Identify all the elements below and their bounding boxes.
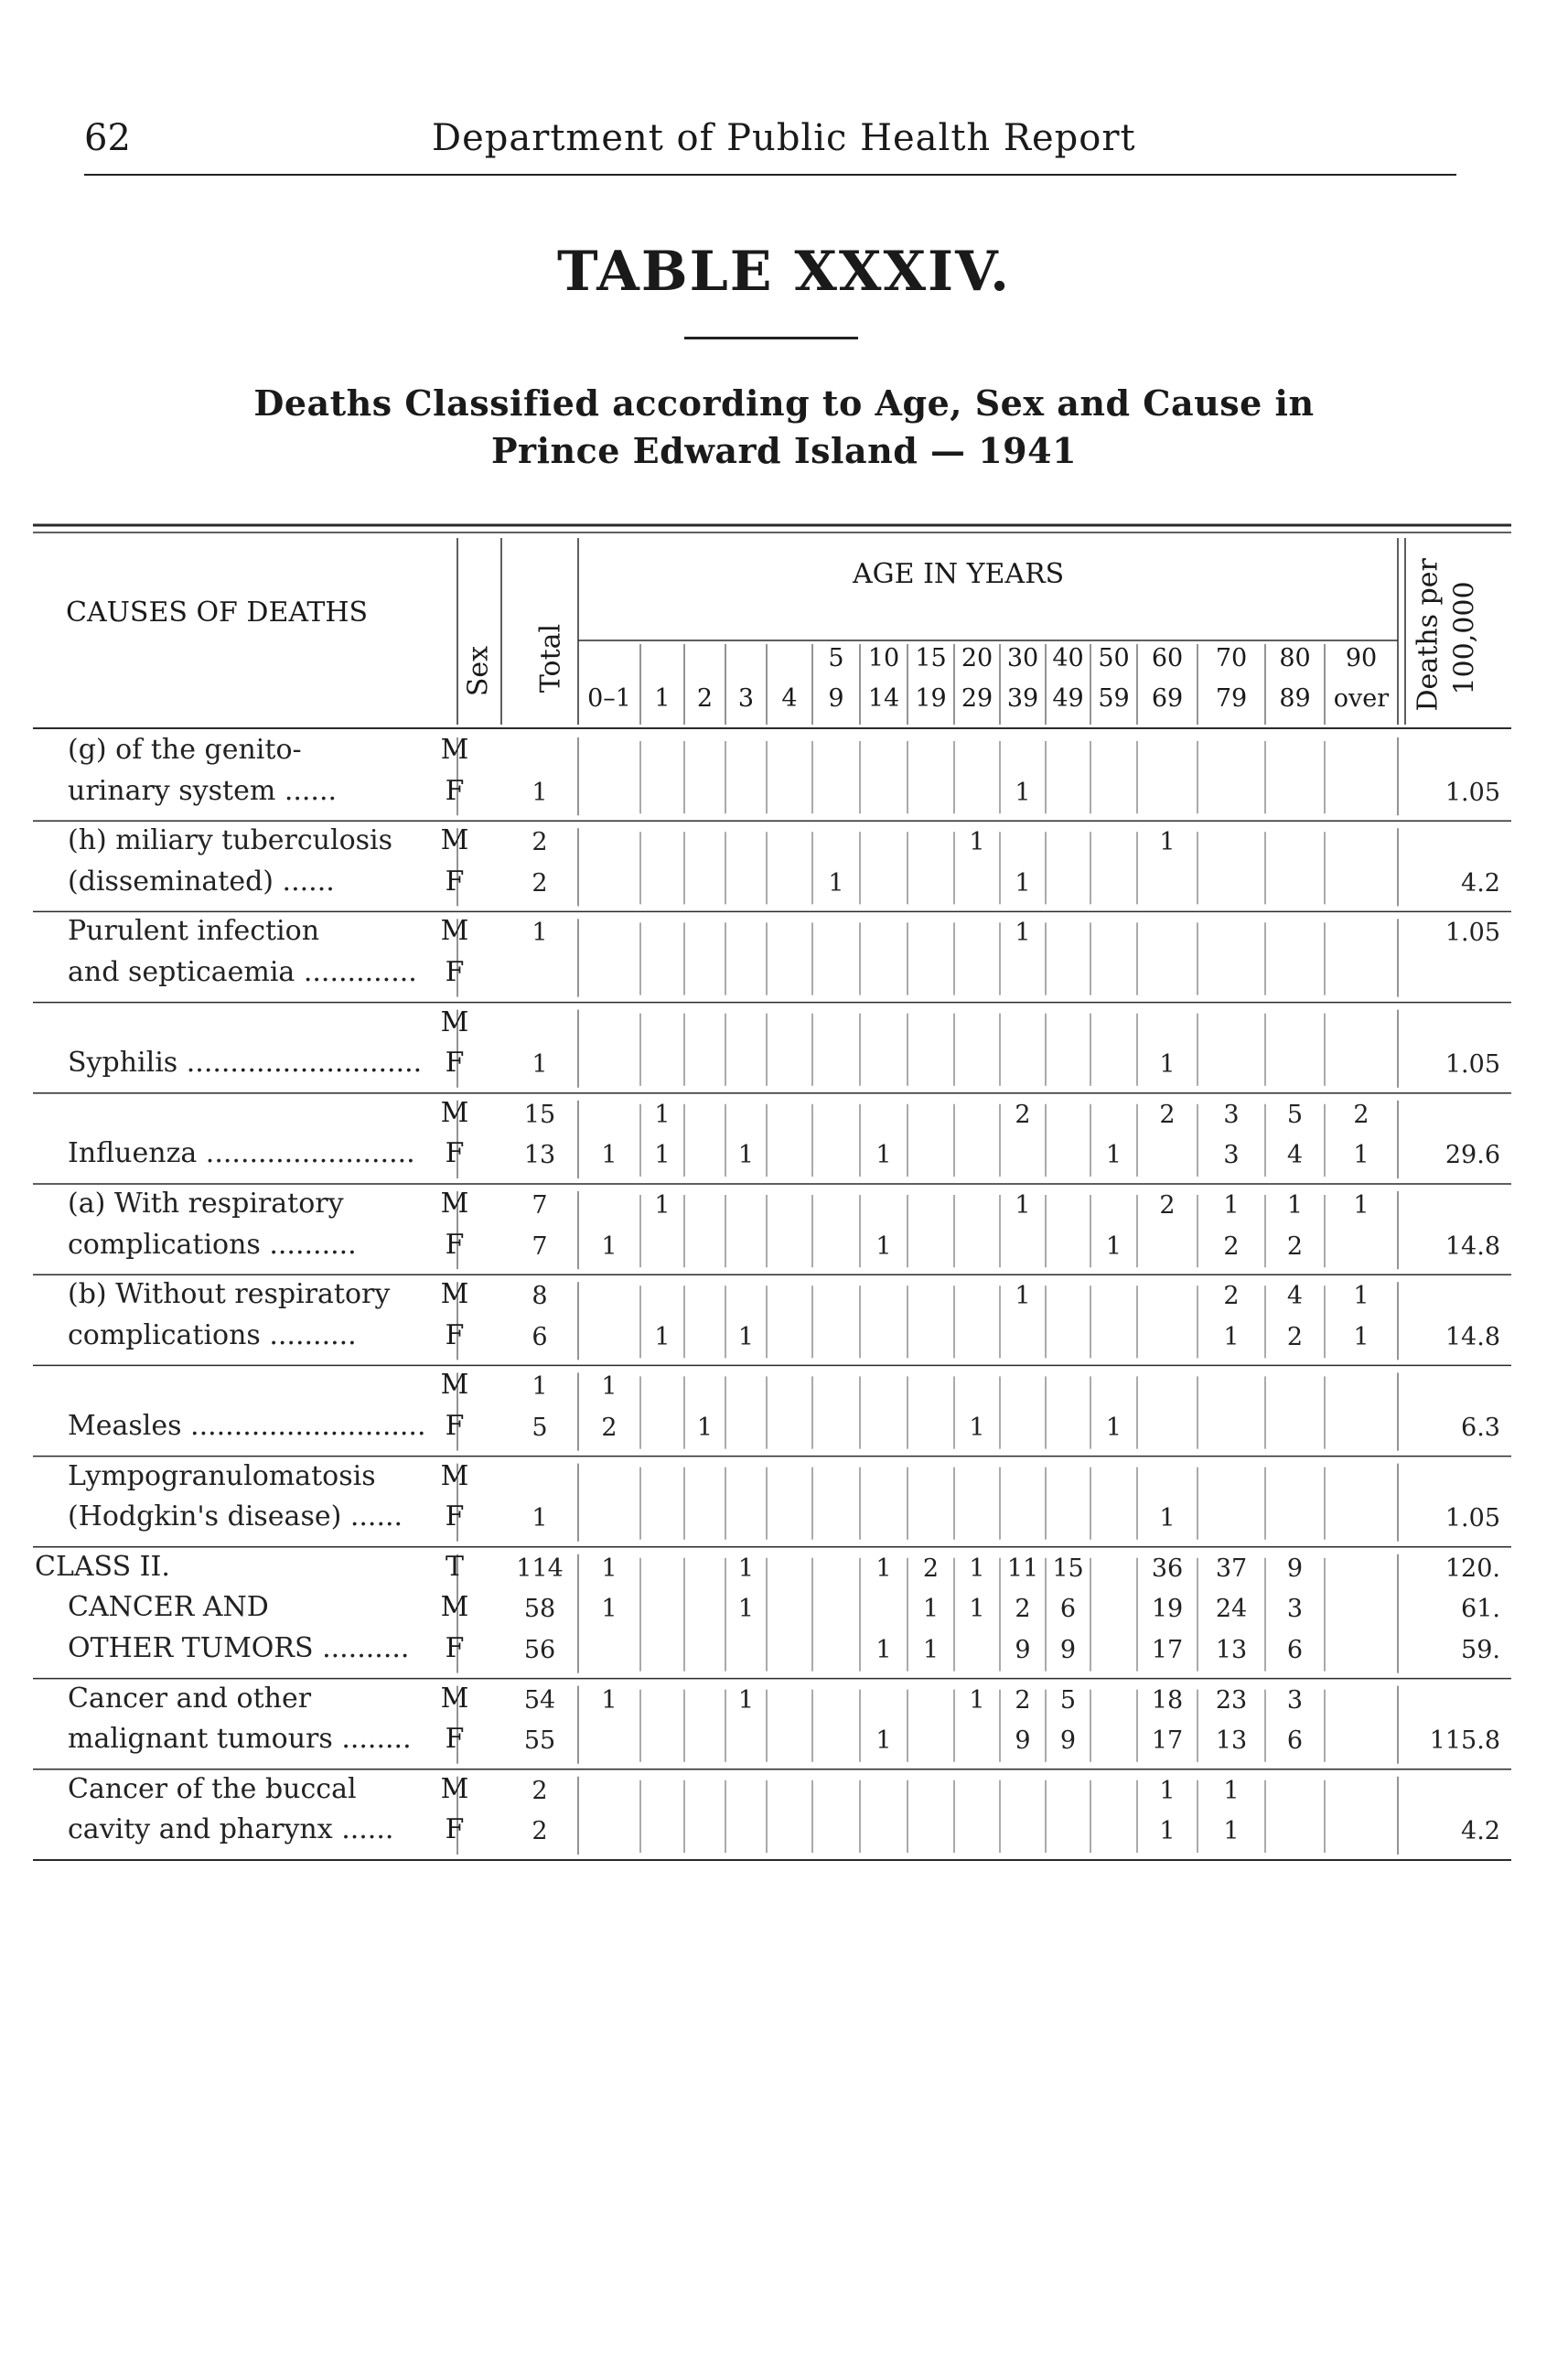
total-cell: 2 xyxy=(532,828,548,857)
age-group-header-end: 3 xyxy=(737,684,755,713)
total-cell: 54 xyxy=(523,1685,556,1715)
age-cell: 1 xyxy=(1353,1322,1369,1351)
age-group-header-end: 29 xyxy=(961,684,993,713)
cause-of-death-label: (g) of the genito- xyxy=(68,734,302,766)
age-cell: 1 xyxy=(875,1141,892,1170)
age-group-header-end: 1 xyxy=(654,684,671,713)
cause-of-death-label: (h) miliary tuberculosis xyxy=(68,824,393,857)
age-group-header-start: 5 xyxy=(828,644,844,672)
sex-cell: M xyxy=(440,915,469,948)
age-cell: 1 xyxy=(1159,1504,1176,1533)
table-subtitle-line-2: Prince Edward Island — 1941 xyxy=(490,430,1078,471)
cause-of-death-label: (disseminated) ...... xyxy=(68,865,335,898)
age-cell: 1 xyxy=(654,1191,671,1220)
rate-cell: 120. xyxy=(1444,1554,1500,1583)
age-cell: 1 xyxy=(828,868,844,898)
sex-cell: M xyxy=(440,734,469,766)
sex-cell: F xyxy=(445,956,465,988)
age-cell: 9 xyxy=(1059,1636,1077,1664)
age-cell: 1 xyxy=(737,1141,755,1170)
total-cell: 15 xyxy=(523,1100,556,1129)
age-cell: 3 xyxy=(1223,1141,1240,1170)
age-cell: 1 xyxy=(922,1636,940,1664)
sex-cell: F xyxy=(445,865,465,898)
age-group-header-start: 50 xyxy=(1098,644,1130,672)
total-cell: 1 xyxy=(532,1504,548,1533)
age-cell: 1 xyxy=(1286,1191,1304,1220)
age-cell: 2 xyxy=(1015,1685,1031,1715)
age-cell: 1 xyxy=(1159,1050,1176,1080)
total-cell: 1 xyxy=(532,1372,548,1402)
sex-cell: M xyxy=(440,1682,469,1715)
age-cell: 18 xyxy=(1151,1685,1184,1715)
sex-cell: F xyxy=(445,1813,465,1846)
age-cell: 11 xyxy=(1006,1554,1039,1583)
sex-cell: F xyxy=(445,1410,465,1442)
cause-of-death-label: complications .......... xyxy=(68,1228,357,1261)
rate-cell: 1.05 xyxy=(1444,1504,1500,1533)
sex-cell: F xyxy=(445,1228,465,1261)
total-cell: 2 xyxy=(532,1776,548,1805)
age-cell: 1 xyxy=(1353,1191,1369,1220)
causes-header: CAUSES OF DEATHS xyxy=(66,597,369,629)
age-group-header-start: 10 xyxy=(867,644,900,672)
age-cell: 2 xyxy=(1015,1595,1031,1624)
age-cell: 5 xyxy=(1286,1100,1304,1129)
rate-cell: 115.8 xyxy=(1429,1726,1500,1756)
rate-cell: 59. xyxy=(1461,1636,1500,1664)
total-cell: 6 xyxy=(532,1322,548,1351)
age-cell: 9 xyxy=(1286,1554,1304,1583)
cause-of-death-label: and septicaemia ............. xyxy=(68,956,417,988)
cause-of-death-label: Influenza ........................ xyxy=(68,1137,415,1170)
age-group-header-start: 90 xyxy=(1345,644,1378,672)
age-cell: 1 xyxy=(1159,828,1176,857)
age-cell: 13 xyxy=(1215,1636,1248,1664)
total-cell: 2 xyxy=(532,1817,548,1846)
age-cell: 1 xyxy=(1105,1231,1122,1261)
age-cell: 1 xyxy=(654,1322,671,1351)
cause-of-death-label: (Hodgkin's disease) ...... xyxy=(68,1500,403,1533)
cause-of-death-label: CLASS II. xyxy=(35,1550,170,1583)
sex-cell: M xyxy=(440,1188,469,1220)
cause-of-death-label: CANCER AND xyxy=(68,1591,269,1624)
age-cell: 2 xyxy=(1286,1322,1304,1351)
cause-of-death-label: (b) Without respiratory xyxy=(68,1278,391,1311)
deaths-per-header: Deaths per xyxy=(1412,558,1444,712)
age-cell: 1 xyxy=(601,1231,618,1261)
total-cell: 2 xyxy=(532,868,548,898)
age-group-header-end: 0–1 xyxy=(587,684,631,713)
age-cell: 2 xyxy=(1159,1191,1176,1220)
age-group-header-end: 79 xyxy=(1215,684,1248,713)
age-cell: 1 xyxy=(969,1554,985,1583)
age-cell: 6 xyxy=(1059,1595,1077,1624)
age-cell: 1 xyxy=(1353,1141,1369,1170)
total-cell: 1 xyxy=(532,778,548,807)
age-cell: 15 xyxy=(1052,1554,1084,1583)
sex-cell: M xyxy=(440,1005,469,1038)
age-cell: 1 xyxy=(737,1322,755,1351)
age-group-header-start: 70 xyxy=(1215,644,1248,672)
age-cell: 1 xyxy=(1223,1322,1240,1351)
sex-cell: M xyxy=(440,1096,469,1129)
sex-cell: M xyxy=(440,1459,469,1492)
age-cell: 9 xyxy=(1059,1726,1077,1756)
rate-cell: 4.2 xyxy=(1461,1817,1500,1846)
age-cell: 2 xyxy=(1223,1231,1240,1261)
total-cell: 7 xyxy=(532,1231,548,1261)
age-cell: 4 xyxy=(1286,1282,1304,1311)
age-in-years-header: AGE IN YEARS xyxy=(853,558,1065,590)
age-cell: 23 xyxy=(1215,1685,1248,1715)
rate-cell: 4.2 xyxy=(1461,868,1500,898)
sex-cell: F xyxy=(445,1318,465,1351)
age-cell: 13 xyxy=(1215,1726,1248,1756)
sex-cell: F xyxy=(445,1137,465,1170)
age-cell: 2 xyxy=(1353,1100,1369,1129)
age-group-header-start: 40 xyxy=(1052,644,1084,672)
age-cell: 1 xyxy=(654,1141,671,1170)
sex-cell: F xyxy=(445,774,465,807)
age-cell: 1 xyxy=(737,1595,755,1624)
age-cell: 1 xyxy=(1105,1141,1122,1170)
sex-cell: F xyxy=(445,1723,465,1756)
rate-cell: 29.6 xyxy=(1444,1141,1500,1170)
age-cell: 1 xyxy=(1159,1776,1176,1805)
rate-cell: 1.05 xyxy=(1444,778,1500,807)
age-cell: 19 xyxy=(1151,1595,1184,1624)
age-cell: 1 xyxy=(737,1685,755,1715)
table-title: TABLE XXXIV. xyxy=(556,240,1012,304)
age-cell: 6 xyxy=(1286,1636,1304,1664)
age-cell: 24 xyxy=(1215,1595,1248,1624)
age-group-header-end: 69 xyxy=(1151,684,1184,713)
age-cell: 2 xyxy=(601,1414,618,1442)
age-group-header-end: 59 xyxy=(1098,684,1130,713)
age-cell: 1 xyxy=(601,1372,618,1402)
age-cell: 1 xyxy=(875,1554,892,1583)
age-cell: 2 xyxy=(1286,1231,1304,1261)
age-cell: 1 xyxy=(601,1141,618,1170)
rate-cell: 61. xyxy=(1461,1595,1500,1624)
cause-of-death-label: Cancer and other xyxy=(68,1682,312,1715)
age-cell: 1 xyxy=(969,1414,985,1442)
sex-cell: M xyxy=(440,824,469,857)
age-cell: 9 xyxy=(1015,1636,1031,1664)
rate-cell: 1.05 xyxy=(1444,1050,1500,1080)
sex-cell: F xyxy=(445,1500,465,1533)
rate-cell: 1.05 xyxy=(1444,919,1500,948)
age-cell: 1 xyxy=(875,1636,892,1664)
age-cell: 1 xyxy=(922,1595,940,1624)
age-group-header-end: over xyxy=(1333,684,1390,713)
age-cell: 36 xyxy=(1151,1554,1184,1583)
age-cell: 1 xyxy=(969,828,985,857)
total-cell: 7 xyxy=(532,1191,548,1220)
cause-of-death-label: malignant tumours ........ xyxy=(68,1723,412,1756)
age-group-header-start: 30 xyxy=(1006,644,1039,672)
total-cell: 1 xyxy=(532,919,548,948)
age-cell: 6 xyxy=(1286,1726,1304,1756)
age-cell: 1 xyxy=(1015,1191,1031,1220)
age-group-header-start: 20 xyxy=(961,644,993,672)
age-cell: 1 xyxy=(1223,1191,1240,1220)
age-cell: 2 xyxy=(1159,1100,1176,1129)
age-cell: 37 xyxy=(1215,1554,1248,1583)
total-header: Total xyxy=(534,623,567,694)
cause-of-death-label: complications .......... xyxy=(68,1318,357,1351)
total-cell: 5 xyxy=(532,1414,548,1442)
age-group-header-end: 39 xyxy=(1006,684,1039,713)
age-cell: 1 xyxy=(1015,778,1031,807)
cause-of-death-label: Measles ........................... xyxy=(68,1410,426,1442)
total-cell: 114 xyxy=(516,1554,564,1583)
age-cell: 9 xyxy=(1015,1726,1031,1756)
age-cell: 4 xyxy=(1286,1141,1304,1170)
age-group-header-end: 14 xyxy=(867,684,900,713)
age-group-header-end: 19 xyxy=(915,684,947,713)
age-cell: 1 xyxy=(1223,1776,1240,1805)
cause-of-death-label: urinary system ...... xyxy=(68,774,338,807)
running-title: Department of Public Health Report xyxy=(432,117,1136,159)
age-cell: 1 xyxy=(969,1685,985,1715)
sex-cell: T xyxy=(445,1550,464,1583)
age-group-header-end: 2 xyxy=(696,684,714,713)
cause-of-death-label: OTHER TUMORS .......... xyxy=(68,1632,410,1664)
age-cell: 2 xyxy=(1223,1282,1240,1311)
age-cell: 3 xyxy=(1286,1685,1304,1715)
sex-cell: F xyxy=(445,1047,465,1080)
sex-header: Sex xyxy=(462,645,495,697)
age-cell: 5 xyxy=(1059,1685,1077,1715)
age-cell: 17 xyxy=(1151,1726,1184,1756)
sex-cell: M xyxy=(440,1369,469,1402)
age-group-header-end: 89 xyxy=(1279,684,1311,713)
cause-of-death-label: Syphilis ........................... xyxy=(68,1047,423,1080)
age-cell: 1 xyxy=(1015,1282,1031,1311)
per-100000-header: 100,000 xyxy=(1448,581,1481,695)
age-cell: 3 xyxy=(1286,1595,1304,1624)
age-cell: 1 xyxy=(601,1595,618,1624)
age-cell: 1 xyxy=(1353,1282,1369,1311)
age-cell: 1 xyxy=(969,1595,985,1624)
cause-of-death-label: Purulent infection xyxy=(68,915,320,948)
total-cell: 56 xyxy=(523,1636,556,1664)
age-cell: 2 xyxy=(922,1554,940,1583)
cause-of-death-label: cavity and pharynx ...... xyxy=(68,1813,394,1846)
cause-of-death-label: Cancer of the buccal xyxy=(68,1772,357,1805)
sex-cell: M xyxy=(440,1278,469,1311)
total-cell: 13 xyxy=(523,1141,556,1170)
age-group-header-end: 49 xyxy=(1052,684,1084,713)
rate-cell: 14.8 xyxy=(1444,1322,1500,1351)
age-group-header-end: 9 xyxy=(828,684,844,713)
total-cell: 55 xyxy=(523,1726,556,1756)
age-group-header-end: 4 xyxy=(781,684,798,713)
age-cell: 1 xyxy=(1159,1817,1176,1846)
sex-cell: M xyxy=(440,1772,469,1805)
age-group-header-start: 60 xyxy=(1151,644,1184,672)
sex-cell: M xyxy=(440,1591,469,1624)
total-cell: 58 xyxy=(523,1595,556,1624)
age-cell: 1 xyxy=(1105,1414,1122,1442)
age-cell: 1 xyxy=(654,1100,671,1129)
age-cell: 1 xyxy=(1223,1817,1240,1846)
total-cell: 1 xyxy=(532,1050,548,1080)
age-cell: 3 xyxy=(1223,1100,1240,1129)
table-subtitle-line-1: Deaths Classified according to Age, Sex and Cause in xyxy=(253,382,1315,424)
age-cell: 1 xyxy=(875,1726,892,1756)
age-cell: 1 xyxy=(696,1414,714,1442)
age-cell: 1 xyxy=(737,1554,755,1583)
age-cell: 17 xyxy=(1151,1636,1184,1664)
age-cell: 2 xyxy=(1015,1100,1031,1129)
age-cell: 1 xyxy=(601,1685,618,1715)
age-cell: 1 xyxy=(601,1554,618,1583)
age-cell: 1 xyxy=(875,1231,892,1261)
cause-of-death-label: (a) With respiratory xyxy=(68,1188,344,1220)
sex-cell: F xyxy=(445,1632,465,1664)
page-number: 62 xyxy=(84,117,131,159)
age-cell: 1 xyxy=(1015,868,1031,898)
age-group-header-start: 80 xyxy=(1279,644,1311,672)
rate-cell: 6.3 xyxy=(1461,1414,1500,1442)
total-cell: 8 xyxy=(532,1282,548,1311)
age-cell: 1 xyxy=(1015,919,1031,948)
age-group-header-start: 15 xyxy=(915,644,947,672)
cause-of-death-label: Lympogranulomatosis xyxy=(68,1459,376,1492)
rate-cell: 14.8 xyxy=(1444,1231,1500,1261)
